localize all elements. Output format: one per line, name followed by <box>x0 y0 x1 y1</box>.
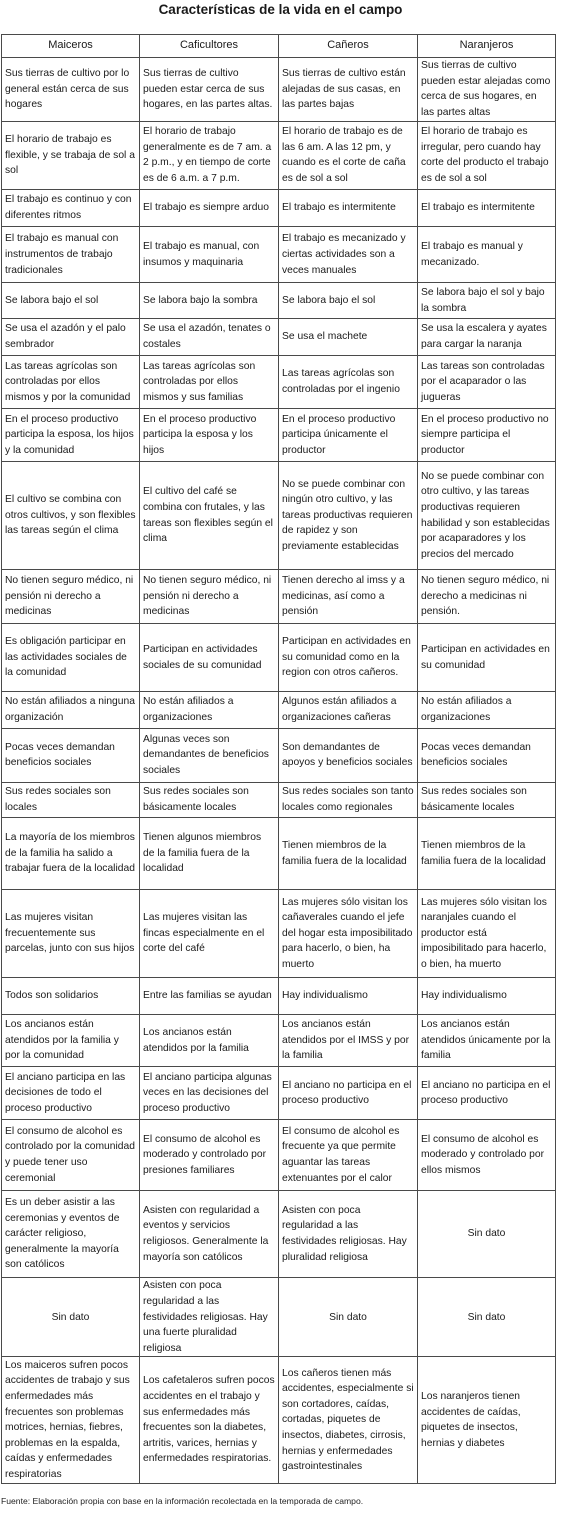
table-cell: Las tareas agrícolas son controladas por el ingenio <box>279 355 418 408</box>
table-cell: Tienen miembros de la familia fuera de la localidad <box>279 817 418 889</box>
table-cell: Entre las familias se ayudan <box>140 977 279 1014</box>
table-cell: Se labora bajo la sombra <box>140 283 279 318</box>
header-caneros: Cañeros <box>279 35 418 58</box>
table-cell: Los ancianos están atendidos por la familia y por la comunidad <box>2 1014 140 1066</box>
table-cell: En el proceso productivo no siempre participa el productor <box>418 409 556 462</box>
table-cell: Se usa la escalera y ayates para cargar la naranja <box>418 318 556 355</box>
table-cell: El cultivo del café se combina con frutales, y las tareas son flexibles según el clima <box>140 462 279 570</box>
table-cell: Las mujeres sólo visitan los naranjales cuando el productor está imposibilitado para hacerlo, o bien, ha muerto <box>418 890 556 977</box>
table-cell: No se puede combinar con ningún otro cultivo, y las tareas productivas requieren de rapidez y son previamente establecidas <box>279 462 418 570</box>
table-cell: El trabajo es manual y mecanizado. <box>418 227 556 283</box>
table-cell: El trabajo es intermitente <box>418 190 556 227</box>
table-cell: Sin dato <box>279 1278 418 1357</box>
table-row <box>2 121 556 189</box>
table-cell: Algunas veces son demandantes de beneficios sociales <box>140 728 279 782</box>
table-cell: El trabajo es mecanizado y ciertas actividades son a veces manuales <box>279 227 418 283</box>
table-cell: El trabajo es manual, con insumos y maquinaria <box>140 227 279 283</box>
table-cell: Las mujeres visitan las fincas especialmente en el corte del café <box>140 890 279 977</box>
table-cell: El trabajo es manual con instrumentos de trabajo tradicionales <box>2 227 140 283</box>
table-cell: Tienen algunos miembros de la familia fuera de la localidad <box>140 817 279 889</box>
table-cell: No tienen seguro médico, ni pensión ni derecho a medicinas <box>140 569 279 623</box>
table-row <box>2 624 556 692</box>
header-row <box>2 35 556 58</box>
table-row <box>2 728 556 782</box>
table-row <box>2 782 556 817</box>
table-cell: Tienen miembros de la familia fuera de la localidad <box>418 817 556 889</box>
table-cell: Es obligación participar en las actividades sociales de la comunidad <box>2 624 140 692</box>
table-row <box>2 1120 556 1190</box>
table-cell: Sin dato <box>2 1278 140 1357</box>
table-cell: El trabajo es siempre arduo <box>140 190 279 227</box>
table-cell: Se labora bajo el sol y bajo la sombra <box>418 283 556 318</box>
table-cell: Se labora bajo el sol <box>279 283 418 318</box>
table-cell: No se puede combinar con otro cultivo, y las tareas productivas requieren habilidad y son establecidas por acaparadores y los precios del mercado <box>418 462 556 570</box>
table-cell: No tienen seguro médico, ni pensión ni derecho a medicinas <box>2 569 140 623</box>
table-cell: Sus redes sociales son tanto locales como regionales <box>279 782 418 817</box>
table-cell: Se usa el azadón, tenates o costales <box>140 318 279 355</box>
table-row <box>2 58 556 122</box>
table-cell: Sus tierras de cultivo pueden estar cerca de sus hogares, en las partes altas. <box>140 58 279 122</box>
table-cell: Se labora bajo el sol <box>2 283 140 318</box>
table-row <box>2 283 556 318</box>
table-cell: Sus tierras de cultivo por lo general están cerca de sus hogares <box>2 58 140 122</box>
table-row <box>2 1190 556 1277</box>
table-cell: El horario de trabajo es flexible, y se trabaja de sol a sol <box>2 121 140 189</box>
table-row <box>2 190 556 227</box>
table-cell: Asisten con poca regularidad a las festividades religiosas. Hay una fuerte pluralidad religiosa <box>140 1278 279 1357</box>
table-cell: Sus redes sociales son locales <box>2 782 140 817</box>
table-cell: El anciano no participa en el proceso productivo <box>418 1067 556 1120</box>
table-row <box>2 355 556 408</box>
table-cell: El horario de trabajo es irregular, pero cuando hay corte del producto el trabajo es de sol a sol <box>418 121 556 189</box>
table-cell: El anciano participa en las decisiones de todo el proceso productivo <box>2 1067 140 1120</box>
table-cell: Se usa el machete <box>279 318 418 355</box>
table-cell: Hay individualismo <box>279 977 418 1014</box>
table-cell: Participan en actividades en su comunidad <box>418 624 556 692</box>
table-cell: Sus redes sociales son básicamente locales <box>140 782 279 817</box>
table-cell: No tienen seguro médico, ni derecho a medicinas ni pensión. <box>418 569 556 623</box>
table-cell: Los cafetaleros sufren pocos accidentes en el trabajo y sus enfermedades más frecuentes son la diabetes, artritis, varices, hernias y enfermedades respiratorias. <box>140 1357 279 1484</box>
table-row <box>2 817 556 889</box>
table-cell: Sus redes sociales son básicamente locales <box>418 782 556 817</box>
table-cell: Los ancianos están atendidos por el IMSS y por la familia <box>279 1014 418 1066</box>
table-cell: El trabajo es continuo y con diferentes ritmos <box>2 190 140 227</box>
table-cell: Todos son solidarios <box>2 977 140 1014</box>
table-cell: El anciano no participa en el proceso productivo <box>279 1067 418 1120</box>
table-row <box>2 692 556 728</box>
table-cell: El horario de trabajo es de las 6 am. A las 12 pm, y cuando es el corte de caña es de sol a sol <box>279 121 418 189</box>
table-cell: El anciano participa algunas veces en las decisiones del proceso productivo <box>140 1067 279 1120</box>
table-cell: El horario de trabajo generalmente es de 7 am. a 2 p.m., y en tiempo de corte es de 6 a.m. a 7 p.m. <box>140 121 279 189</box>
table-cell: La mayoría de los miembros de la familia ha salido a trabajar fuera de la localidad <box>2 817 140 889</box>
table-cell: El consumo de alcohol es frecuente ya que permite aguantar las tareas extenuantes por el calor <box>279 1120 418 1190</box>
table-cell: El cultivo se combina con otros cultivos, y son flexibles las tareas según el clima <box>2 462 140 570</box>
table-row <box>2 1357 556 1484</box>
table-cell: No están afiliados a organizaciones <box>140 692 279 728</box>
table-cell: Se usa el azadón y el palo sembrador <box>2 318 140 355</box>
table-row <box>2 1278 556 1357</box>
table-cell: Son demandantes de apoyos y beneficios sociales <box>279 728 418 782</box>
table-cell: Sus tierras de cultivo están alejadas de sus casas, en las partes bajas <box>279 58 418 122</box>
table-cell: Los cañeros tienen más accidentes, especialmente si son cortadores, caídas, cortadas, piquetes de insectos, diabetes, cirrosis, hernias y enfermedades gastrointestinales <box>279 1357 418 1484</box>
table-cell: Las tareas son controladas por el acaparador o las jugueras <box>418 355 556 408</box>
table-cell: Asisten con poca regularidad a las festividades religiosas. Hay pluralidad religiosa <box>279 1190 418 1277</box>
table-cell: Las tareas agrícolas son controladas por ellos mismos y por la comunidad <box>2 355 140 408</box>
table-row <box>2 227 556 283</box>
table-row <box>2 409 556 462</box>
table-cell: El trabajo es intermitente <box>279 190 418 227</box>
table-cell: Tienen derecho al imss y a medicinas, así como a pensión <box>279 569 418 623</box>
table-cell: Los naranjeros tienen accidentes de caídas, piquetes de insectos, hernias y diabetes <box>418 1357 556 1484</box>
table-cell: En el proceso productivo participa la esposa, los hijos y la comunidad <box>2 409 140 462</box>
table-cell: Pocas veces demandan beneficios sociales <box>418 728 556 782</box>
table-row <box>2 462 556 570</box>
table-cell: Sin dato <box>418 1190 556 1277</box>
table-row <box>2 1014 556 1066</box>
header-caficultores: Caficultores <box>140 35 279 58</box>
table-cell: Las mujeres visitan frecuentemente sus parcelas, junto con sus hijos <box>2 890 140 977</box>
table-cell: En el proceso productivo participa la esposa y los hijos <box>140 409 279 462</box>
table-row <box>2 1067 556 1120</box>
table-cell: Participan en actividades sociales de su comunidad <box>140 624 279 692</box>
table-cell: El consumo de alcohol es moderado y controlado por ellos mismos <box>418 1120 556 1190</box>
table-cell: Hay individualismo <box>418 977 556 1014</box>
header-naranjeros: Naranjeros <box>418 35 556 58</box>
table-row <box>2 569 556 623</box>
table-cell: Los ancianos están atendidos por la familia <box>140 1014 279 1066</box>
table-cell: No están afiliados a ninguna organización <box>2 692 140 728</box>
table-cell: Los ancianos están atendidos únicamente por la familia <box>418 1014 556 1066</box>
table-cell: No están afiliados a organizaciones <box>418 692 556 728</box>
characteristics-table <box>1 34 556 1484</box>
table-cell: Las tareas agrícolas son controladas por ellos mismos y sus familias <box>140 355 279 408</box>
table-cell: Los maiceros sufren pocos accidentes de trabajo y sus enfermedades más frecuentes son problemas motrices, hernias, fiebres, problemas en la espalda, caídas y enfermedades respiratorias <box>2 1357 140 1484</box>
table-cell: Pocas veces demandan beneficios sociales <box>2 728 140 782</box>
table-cell: Las mujeres sólo visitan los cañaverales cuando el jefe del hogar esta imposibilitado para hacerlo, o bien, ha muerto <box>279 890 418 977</box>
table-title: Características de la vida en el campo <box>158 2 403 17</box>
table-cell: Asisten con regularidad a eventos y servicios religiosos. Generalmente la mayoría son católicos <box>140 1190 279 1277</box>
table-cell: Sus tierras de cultivo pueden estar alejadas como cerca de sus hogares, en las partes altas <box>418 58 556 122</box>
table-cell: El consumo de alcohol es controlado por la comunidad y puede tener uso ceremonial <box>2 1120 140 1190</box>
table-cell: Es un deber asistir a las ceremonias y eventos de carácter religioso, generalmente la mayoría son católicos <box>2 1190 140 1277</box>
table-cell: Sin dato <box>418 1278 556 1357</box>
table-row <box>2 977 556 1014</box>
table-cell: En el proceso productivo participa únicamente el productor <box>279 409 418 462</box>
table-row <box>2 890 556 977</box>
header-maiceros: Maiceros <box>2 35 140 58</box>
table-row <box>2 318 556 355</box>
source-note: Fuente: Elaboración propia con base en la información recolectada en la temporada de campo. <box>1 1496 364 1506</box>
table-cell: Algunos están afiliados a organizaciones cañeras <box>279 692 418 728</box>
table-body <box>2 58 556 1484</box>
table-cell: Participan en actividades en su comunidad como en la region con otros cañeros. <box>279 624 418 692</box>
table-cell: El consumo de alcohol es moderado y controlado por presiones familiares <box>140 1120 279 1190</box>
